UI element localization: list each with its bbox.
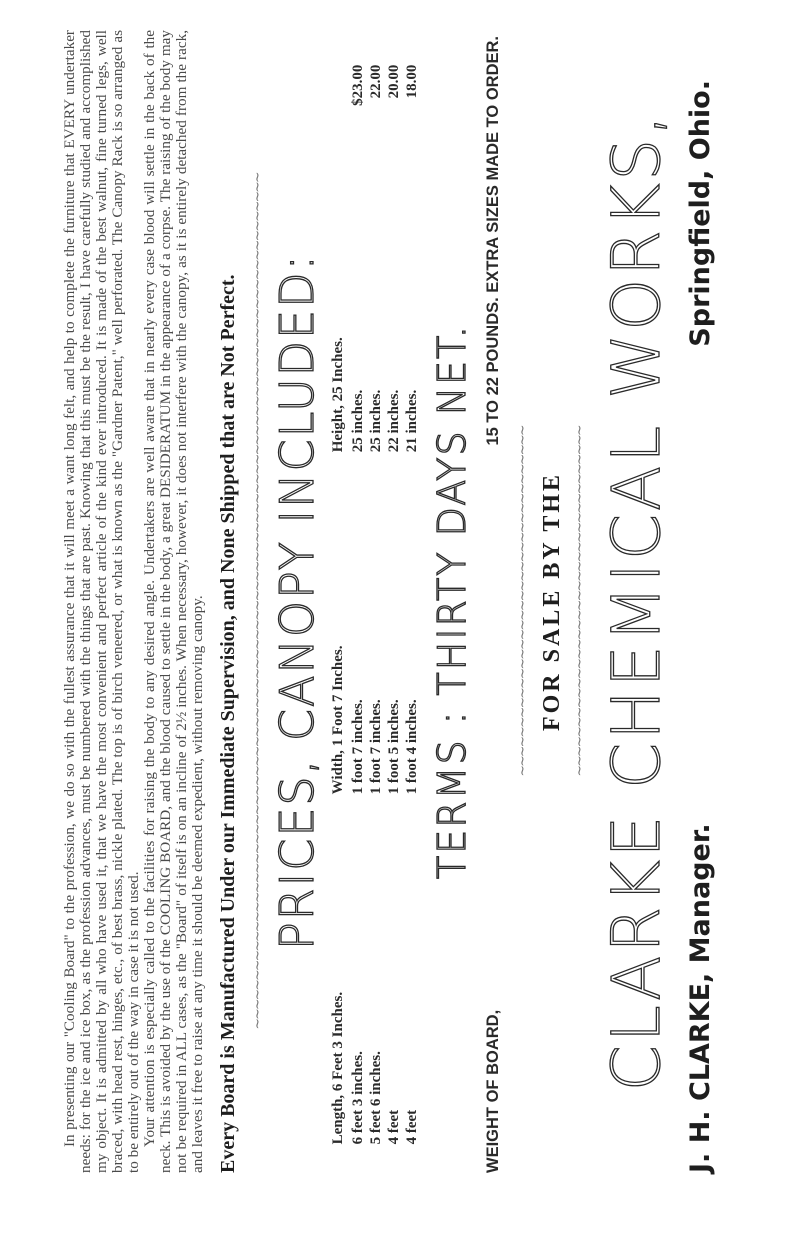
terms-heading: TERMS : THIRTY DAYS NET. xyxy=(430,324,474,879)
weight-label: WEIGHT OF BOARD, xyxy=(484,1009,502,1173)
intro-paragraph-1: In presenting our "Cooling Board" to the profession, we do so with the fullest assurance that it will meet a want long felt, and help to complete the furniture that EVERY undertaker needs: for the ice and ice box, as the profession advances, must be numbered with the things that are past. Knowing that this must be the result, I have carefully studied and accomplished my object. It is admitted by all who have used it, that we have the most convenient and perfect article of the kind ever introduced. It is made of the best walnut, fine turned legs, well braced, with head rest, hinges, etc., of best brass, nickle plated. The top is of birch veneered, or what is known as the "Gardner Patent," well perforated. The Canopy Rack is so arranged as to be entirely out of the way in case it is not used. xyxy=(61,30,142,1173)
height-cell: 25 inches. xyxy=(350,389,366,453)
price-table xyxy=(330,59,422,1145)
price-cell: 22.00 xyxy=(368,64,384,99)
weight-value: 15 TO 22 POUNDS. EXTRA SIZES MADE TO ORDER. xyxy=(484,36,502,446)
length-cell: 4 feet xyxy=(386,1109,402,1145)
prices-heading: PRICES, CANOPY INCLUDED: xyxy=(270,252,324,951)
width-cell: 1 foot 5 inches. xyxy=(386,699,402,795)
height-cell: 22 inches. xyxy=(386,389,402,453)
column-header-height: Height, 25 Inches. xyxy=(330,337,346,453)
quality-notice: Every Board is Manufactured Under our Immediate Supervision, and None Shipped that are Not Perfect. xyxy=(217,274,239,1173)
length-cell: 5 feet 6 inches. xyxy=(368,1051,384,1145)
decorative-rule: ~~~~~~~~~~~~~~~~~~~~~~~~~~~~~~~~~~~~~~~~~~~~~~~~~~~~~~~~~~~~~~~~~~~~~~~~~~~~~~~~~~~~~~~~ xyxy=(250,173,266,1030)
width-cell: 1 foot 7 inches. xyxy=(368,699,384,795)
company-location: Springfield, Ohio. xyxy=(685,80,716,347)
decorative-rule: ~~~~~~~~~~~~~~~~~~~~~~~~~~~~~~~~~~~~ xyxy=(572,426,588,777)
footer xyxy=(679,30,716,1173)
price-cell: 18.00 xyxy=(404,64,420,99)
for-sale-line: FOR SALE BY THE xyxy=(539,471,565,732)
decorative-rule: ~~~~~~~~~~~~~~~~~~~~~~~~~~~~~~~~~~~~ xyxy=(515,426,531,777)
height-cell: 21 inches. xyxy=(404,389,420,453)
width-cell: 1 foot 4 inches. xyxy=(404,699,420,795)
column-header-length: Length, 6 Feet 3 Inches. xyxy=(330,991,346,1145)
length-cell: 6 feet 3 inches. xyxy=(350,1051,366,1145)
price-cell: 20.00 xyxy=(386,64,402,99)
intro-text xyxy=(62,30,206,1173)
length-cell: 4 feet xyxy=(404,1109,420,1145)
manager-name: J. H. CLARKE, Manager. xyxy=(685,823,716,1173)
column-header-price xyxy=(330,59,350,185)
column-header-width: Width, 1 Foot 7 Inches. xyxy=(330,645,346,795)
weight-line xyxy=(484,36,503,1173)
table-row xyxy=(386,59,404,1145)
height-cell: 25 inches. xyxy=(368,389,384,453)
intro-paragraph-2: Your attention is especially called to the facilities for raising the body to any desired angle. Undertakers are well aware that in nearly every case blood will settle in the back of the neck. This is avoided by the use of the COOLING BOARD, and the blood caused to settle in the body, a great DESIDERATUM in the appearance of a corpse. The raising of the body may not be required in ALL cases, as the "Board" of itself is on an incline of 2½ inches. When necessary, however, it does not interfere with the canopy, as it is entirely detached from the rack, and leaves it free to raise at any time it should be deemed expedient, without removing canopy. xyxy=(141,30,206,1173)
table-row xyxy=(404,59,422,1145)
price-cell: $23.00 xyxy=(350,64,366,106)
table-row xyxy=(350,59,368,1145)
table-row xyxy=(368,59,386,1145)
price-table-header-row xyxy=(330,59,350,1145)
width-cell: 1 foot 7 inches. xyxy=(350,699,366,795)
company-name: CLARKE CHEMICAL WORKS, xyxy=(598,111,675,1092)
